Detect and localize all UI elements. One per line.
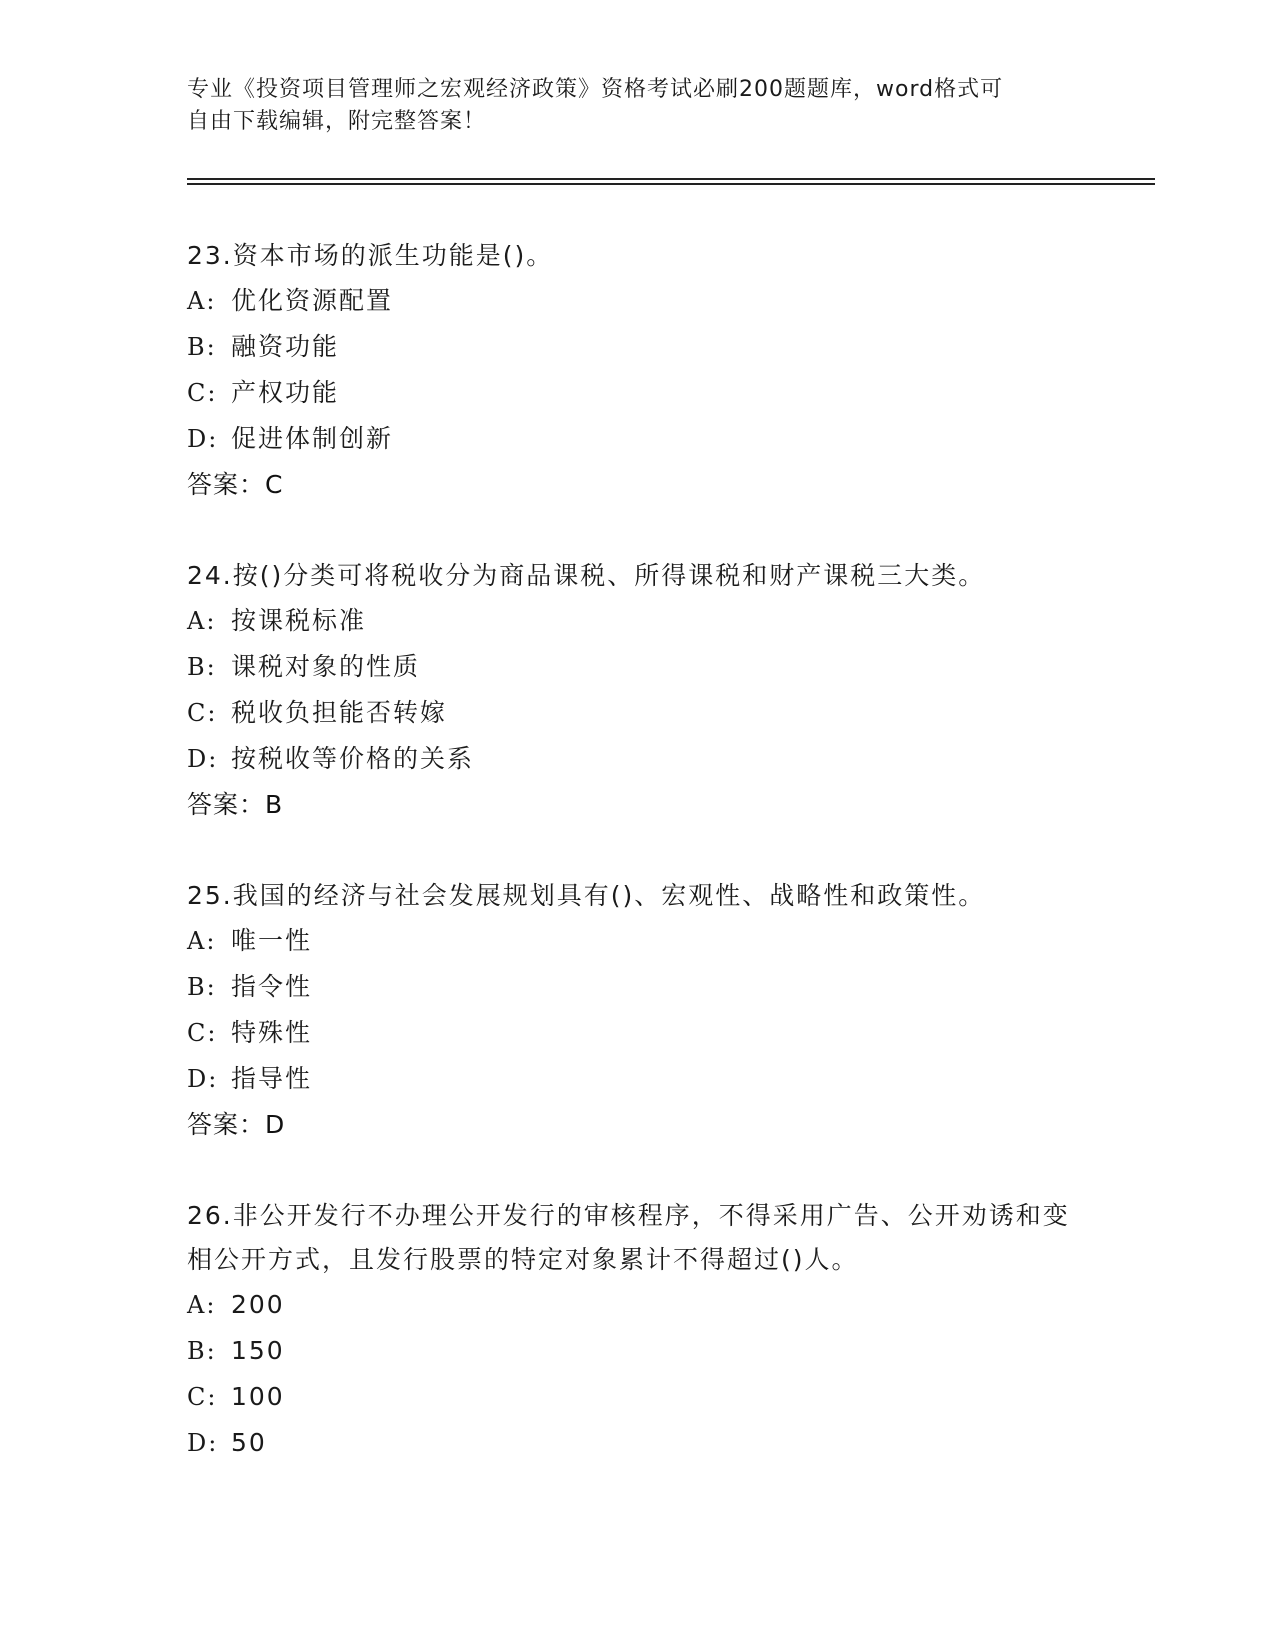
option-letter: B: (187, 973, 217, 1001)
header-divider-bottom (187, 183, 1155, 185)
option-b (187, 324, 1087, 370)
option-letter: A: (187, 607, 217, 635)
option-text: 50 (231, 1428, 267, 1457)
question-25 (187, 874, 1087, 1148)
option-c (187, 1374, 1087, 1420)
question-stem: 24.按()分类可将税收分为商品课税、所得课税和财产课税三大类。 (187, 561, 986, 590)
option-c (187, 370, 1087, 416)
option-text: 融资功能 (231, 332, 340, 361)
option-letter: C: (187, 699, 218, 727)
option-text: 促进体制创新 (231, 424, 394, 453)
option-letter: D: (187, 745, 219, 773)
option-letter: B: (187, 1337, 217, 1365)
option-a (187, 1282, 1087, 1328)
option-c (187, 1010, 1087, 1056)
answer-line: 答案：B (187, 790, 284, 819)
option-text: 按课税标准 (231, 606, 367, 635)
option-letter: C: (187, 379, 218, 407)
option-letter: A: (187, 927, 217, 955)
header-line-1: 专业《投资项目管理师之宏观经济政策》资格考试必刷200题题库，word格式可 (187, 77, 1004, 102)
option-letter: C: (187, 1383, 218, 1411)
option-d (187, 1420, 1087, 1466)
option-text: 特殊性 (231, 1018, 313, 1047)
option-text: 指令性 (231, 972, 313, 1001)
option-text: 100 (231, 1382, 285, 1411)
option-text: 税收负担能否转嫁 (231, 698, 448, 727)
option-d (187, 736, 1087, 782)
option-letter: A: (187, 287, 217, 315)
answer-line: 答案：D (187, 1110, 286, 1139)
header-line-2: 自由下载编辑，附完整答案！ (187, 109, 487, 134)
option-d (187, 416, 1087, 462)
question-26 (187, 1194, 1087, 1466)
question-24 (187, 554, 1087, 828)
question-stem: 26.非公开发行不办理公开发行的审核程序，不得采用广告、公开劝诱和变相公开方式，且发行股票的特定对象累计不得超过()人。 (187, 1201, 1070, 1274)
option-text: 唯一性 (231, 926, 313, 955)
option-text: 优化资源配置 (231, 286, 394, 315)
option-letter: B: (187, 653, 217, 681)
option-text: 指导性 (231, 1064, 313, 1093)
question-stem: 23.资本市场的派生功能是()。 (187, 241, 554, 270)
option-a (187, 918, 1087, 964)
question-stem: 25.我国的经济与社会发展规划具有()、宏观性、战略性和政策性。 (187, 881, 986, 910)
option-text: 课税对象的性质 (231, 652, 421, 681)
answer-line: 答案：C (187, 470, 284, 499)
option-a (187, 598, 1087, 644)
option-d (187, 1056, 1087, 1102)
option-b (187, 1328, 1087, 1374)
option-letter: A: (187, 1291, 217, 1319)
option-text: 产权功能 (231, 378, 340, 407)
option-letter: D: (187, 1429, 219, 1457)
header-divider-top (187, 178, 1155, 180)
document-header (187, 74, 1067, 138)
option-a (187, 278, 1087, 324)
option-c (187, 690, 1087, 736)
option-b (187, 644, 1087, 690)
option-letter: D: (187, 425, 219, 453)
option-text: 150 (231, 1336, 285, 1365)
question-23 (187, 234, 1087, 508)
option-text: 200 (231, 1290, 285, 1319)
option-letter: B: (187, 333, 217, 361)
option-letter: C: (187, 1019, 218, 1047)
option-letter: D: (187, 1065, 219, 1093)
option-text: 按税收等价格的关系 (231, 744, 475, 773)
option-b (187, 964, 1087, 1010)
